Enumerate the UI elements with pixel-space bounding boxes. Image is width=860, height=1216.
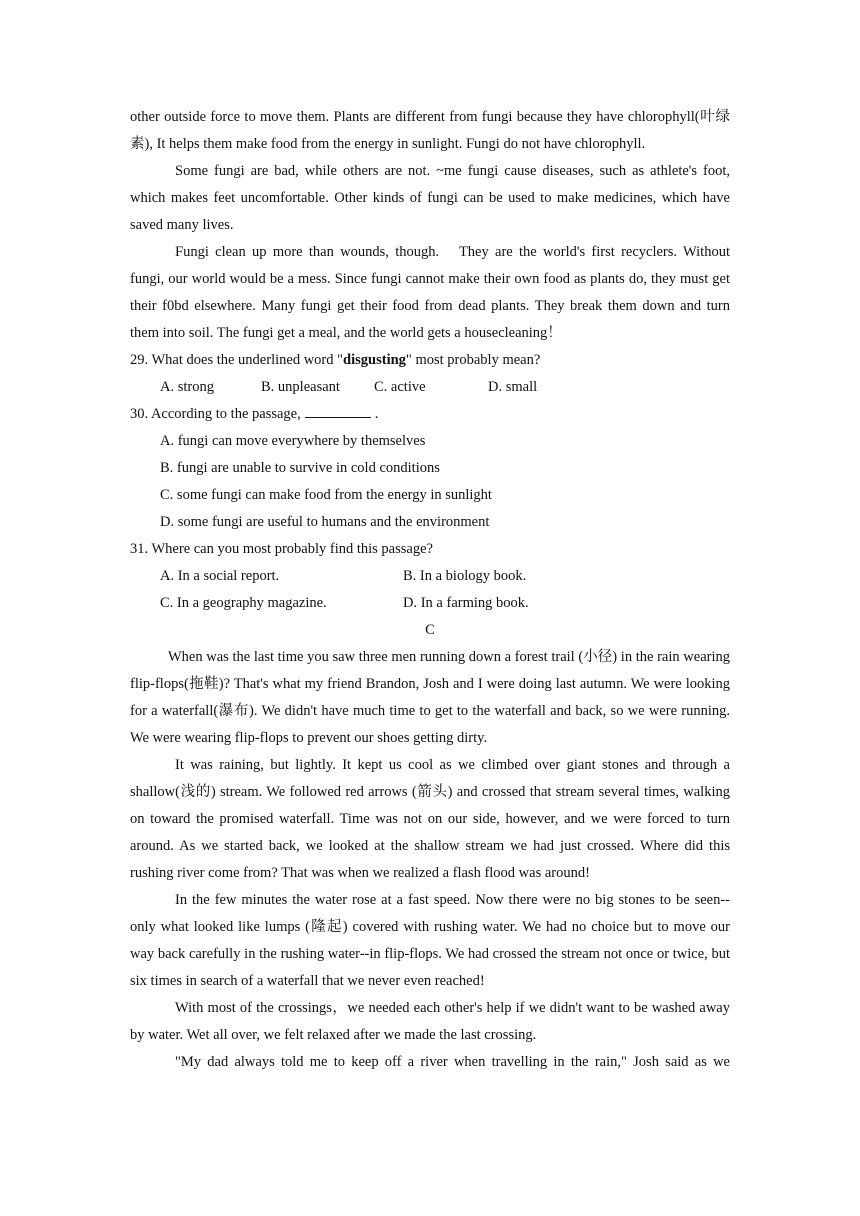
passage-b-paragraph-2: Some fungi are bad, while others are not. ~me fungi cause diseases, such as athlete's foot, which makes feet uncomfortable. Other kinds of fungi can be used to make medicines, which have saved many lives. (130, 163, 730, 233)
question-30-stem: 30. According to the passage, (130, 406, 301, 422)
option-30-c[interactable]: C. some fungi can make food from the energy in sunlight (160, 487, 492, 503)
question-29-suffix: " most probably mean? (405, 352, 541, 368)
question-29 (130, 347, 730, 374)
passage-b-paragraph-3: Fungi clean up more than wounds, though. They are the world's first recyclers. Without fungi, our world would be a mess. Since fungi cannot make their own food as plants do, they must get their f0bd elsewhere. Many fungi get their food from dead plants. They break them down and turn them into soil. The fungi get a meal, and the world gets a housecleaning！ (130, 244, 730, 341)
option-29-b[interactable]: B. unpleasant (261, 379, 340, 395)
question-29-prefix: 29. What does the underlined word " (130, 352, 344, 368)
question-30 (130, 401, 730, 428)
document-page (130, 104, 730, 1076)
question-29-options (130, 374, 730, 401)
passage-c-paragraph-5: "My dad always told me to keep off a river when travelling in the rain," Josh said as we (175, 1054, 730, 1070)
question-29-word: disgusting (343, 352, 406, 368)
option-29-d[interactable]: D. small (488, 379, 538, 395)
option-31-c[interactable]: C. In a geography magazine. (160, 595, 327, 611)
question-31-options-row-1 (130, 563, 730, 590)
option-29-a[interactable]: A. strong (160, 379, 214, 395)
option-31-d[interactable]: D. In a farming book. (403, 595, 529, 611)
answer-blank (305, 403, 371, 418)
question-31: 31. Where can you most probably find this passage? (130, 541, 433, 557)
question-31-options-row-2 (130, 590, 730, 617)
option-30-b[interactable]: B. fungi are unable to survive in cold conditions (160, 460, 440, 476)
option-30-a[interactable]: A. fungi can move everywhere by themselves (160, 433, 426, 449)
passage-c-paragraph-2: It was raining, but lightly. It kept us cool as we climbed over giant stones and through a shallow(浅的) stream. We followed red arrows (箭头) and crossed that stream several times, walking on toward the promised waterfall. Time was not on our side, however, and we were forced to turn around. As we started back, we looked at the shallow stream we had just crossed. Where did this rushing river come from? That was when we realized a flash flood was around! (130, 757, 730, 881)
passage-b-paragraph-continued: other outside force to move them. Plants are different from fungi because they have chlorophyll(叶绿素), It helps them make food from the energy in sunlight. Fungi do not have chlorophyll. (130, 109, 730, 152)
option-31-b[interactable]: B. In a biology book. (403, 568, 527, 584)
passage-c-paragraph-4: With most of the crossings，we needed each other's help if we didn't want to be washed away by water. Wet all over, we felt relaxed after we made the last crossing. (130, 1000, 730, 1043)
passage-c-paragraph-1: When was the last time you saw three men running down a forest trail (小径) in the rain wearing flip-flops(拖鞋)? That's what my friend Brandon, Josh and I were doing last autumn. We were looking for a waterfall(瀑布). We didn't have much time to get to the waterfall and back, so we were running. We were wearing flip-flops to prevent our shoes getting dirty. (130, 649, 730, 746)
question-30-end: . (374, 406, 379, 422)
option-31-a[interactable]: A. In a social report. (160, 568, 280, 584)
option-29-c[interactable]: C. active (374, 379, 426, 395)
passage-c-heading: C (425, 622, 435, 638)
passage-c-paragraph-3: In the few minutes the water rose at a fast speed. Now there were no big stones to be seen--only what looked like lumps (隆起) covered with rushing water. We had no choice but to move our way back carefully in the rushing water--in flip-flops. We had crossed the stream not once or twice, but six times in search of a waterfall that we never even reached! (130, 892, 730, 989)
option-30-d[interactable]: D. some fungi are useful to humans and the environment (160, 514, 490, 530)
